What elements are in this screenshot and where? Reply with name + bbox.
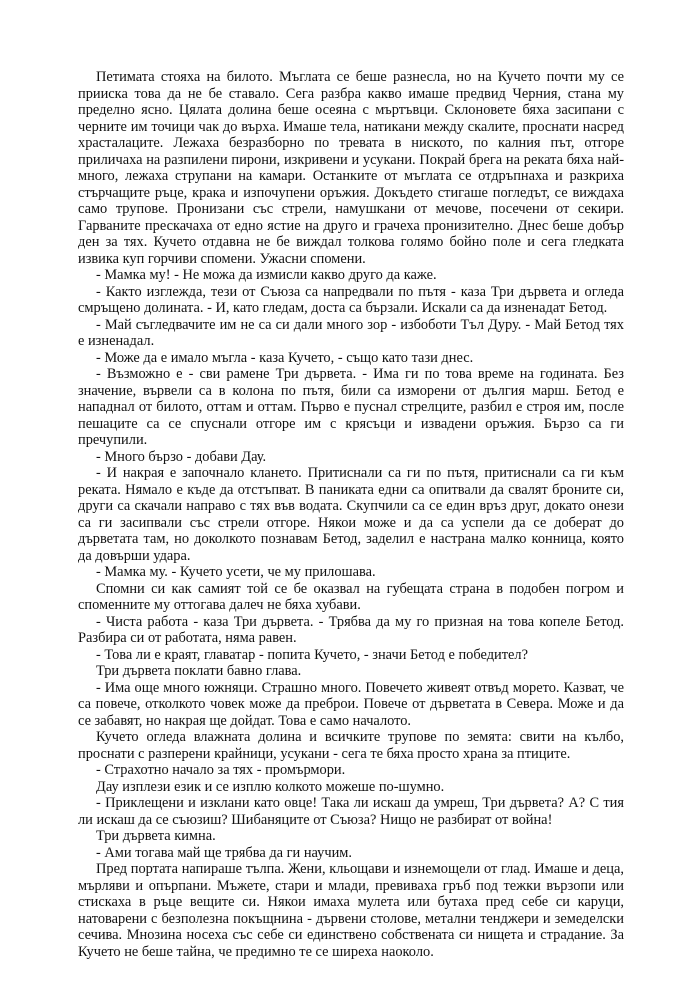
paragraph: Три дървета кимна. [96,828,216,844]
paragraph: - Мамка му! - Не можа да измисли какво друго да каже. [96,267,437,283]
paragraph: - Ами тогава май ще трябва да ги научим. [96,844,353,861]
paragraph: Спомни си как самият той се бе оказвал на губещата страна в подобен погром и споменните му оттогава далеч не бяха хубави. [78,580,624,613]
paragraph: Пред портата напираше тълпа. Жени, кльощави и изнемощели от глад. Имаше и деца, мърляви и опърпани. Мъжете, стари и млади, превиваха гръб под тежки вързопи или стискаха в ръце вещите си. Някои имаха мулета или бутаха пред себе си каруци, натоварени с безполезна покъщнина - дървени столове, метални тенджери и земеделски сечива. Мнозина носеха със себе си единствено собствената си нищета и страдание. За Кучето не беше тайна, че предимно те се ширеха наоколо. [78,861,624,960]
paragraph: - Възможно е - сви рамене Три дървета. - Има ги по това време на годината. Без значение, вървели са в колона по пътя, били са изморени от дългия марш. Бетод е нападнал от билото, оттам и оттам. Първо е пуснал стрелците, разбил е строя им, после пешаците са се спуснали отгоре им с крясъци и извадени оръжия. Бързо са ги пречупили. [78,366,624,448]
paragraph: - Може да е имало мъгла - каза Кучето, - също като тази днес. [96,349,474,366]
paragraph: Петимата стояха на билото. Мъглата се беше разнесла, но на Кучето почти му се прииска това да не бе ставало. Сега разбра какво имаше предвид Черния, стана му пределно ясно. Цялата долина беше осеяна с мъртъвци. Склоновете бяха засипани с черните им точици чак до върха. Имаше тела, натикани между скалите, проснати насред храсталаците. Лежаха безразборно по тревата в ниското, по калния път, отгоре приличаха на разпилени пирони, изкривени и усукани. Покрай брега на реката бяха най-много, лежаха струпани на камари. Останките от мъглата се отдръпнаха и разкриха стърчащите ръце, крака и изпочупени оръжия. Докъдето стигаше погледът, се виждаха само трупове. Пронизани със стрели, намушкани от мечове, посечени от секири. Гарваните прескачаха от едно ястие на друго и грачеха пронизително. Днес беше добър ден за тях. Кучето отдавна не бе виждал толкова голямо бойно поле и сега гледката извика куп горчиви спомени. Ужасни спомени. [78,69,624,267]
paragraph: Дау изплези език и се изплю колкото можеше по-шумно. [96,778,445,795]
paragraph: - Много бързо - добави Дау. [96,448,267,465]
paragraph: - Май съгледвачите им не са си дали много зор - избоботи Тъл Дуру. - Май Бетод тях е изненадал. [78,316,624,349]
paragraph: - Има още много южняци. Страшно много. Повечето живеят отвъд морето. Казват, че са повече, отколкото човек може да преброи. Повече от дърветата в Севера. Може и да се забавят, но накрая ще дойдат. Това е само началото. [78,679,624,729]
paragraph: - Мамка му. - Кучето усети, че му прилошава. [96,564,376,580]
body-text [78,69,624,960]
paragraph: - И накрая е започнало клането. Притиснали са ги по пътя, притиснали са ги към реката. Нямало е къде да отстъпват. В паниката едни са опитвали да свалят броните си, други са скачали направо с тях във водата. Скупчили са се един връз друг, докато онези са ги засипвали със стрели отгоре. Някои може и да са успели да се доберат до дърветата там, но доколкото познавам Бетод, заделил е настрана малко конница, която да довърши удара. [78,465,624,564]
paragraph: Три дървета поклати бавно глава. [96,663,302,679]
paragraph: - Чиста работа - каза Три дървета. - Трябва да му го призная на това копеле Бетод. Разбира си от работата, няма равен. [78,613,624,646]
paragraph: Кучето огледа влажната долина и всичките трупове по земята: свити на кълбо, проснати с разперени крайници, усукани - сега те бяха просто храна за птиците. [78,729,624,762]
paragraph: - Това ли е краят, главатар - попита Кучето, - значи Бетод е победител? [96,646,528,663]
paragraph: - Страхотно начало за тях - промърмори. [96,762,346,778]
paragraph: - Приклещени и изклани като овце! Така ли искаш да умреш, Три дървета? А? С тия ли искаш да се съюзиш? Шибаняците от Съюза? Нищо не разбират от война! [78,795,624,828]
paragraph: - Както изглежда, тези от Съюза са напредвали по пътя - каза Три дървета и огледа смръщено долината. - И, като гледам, доста са бързали. Искали са да изненадат Бетод. [78,283,624,316]
